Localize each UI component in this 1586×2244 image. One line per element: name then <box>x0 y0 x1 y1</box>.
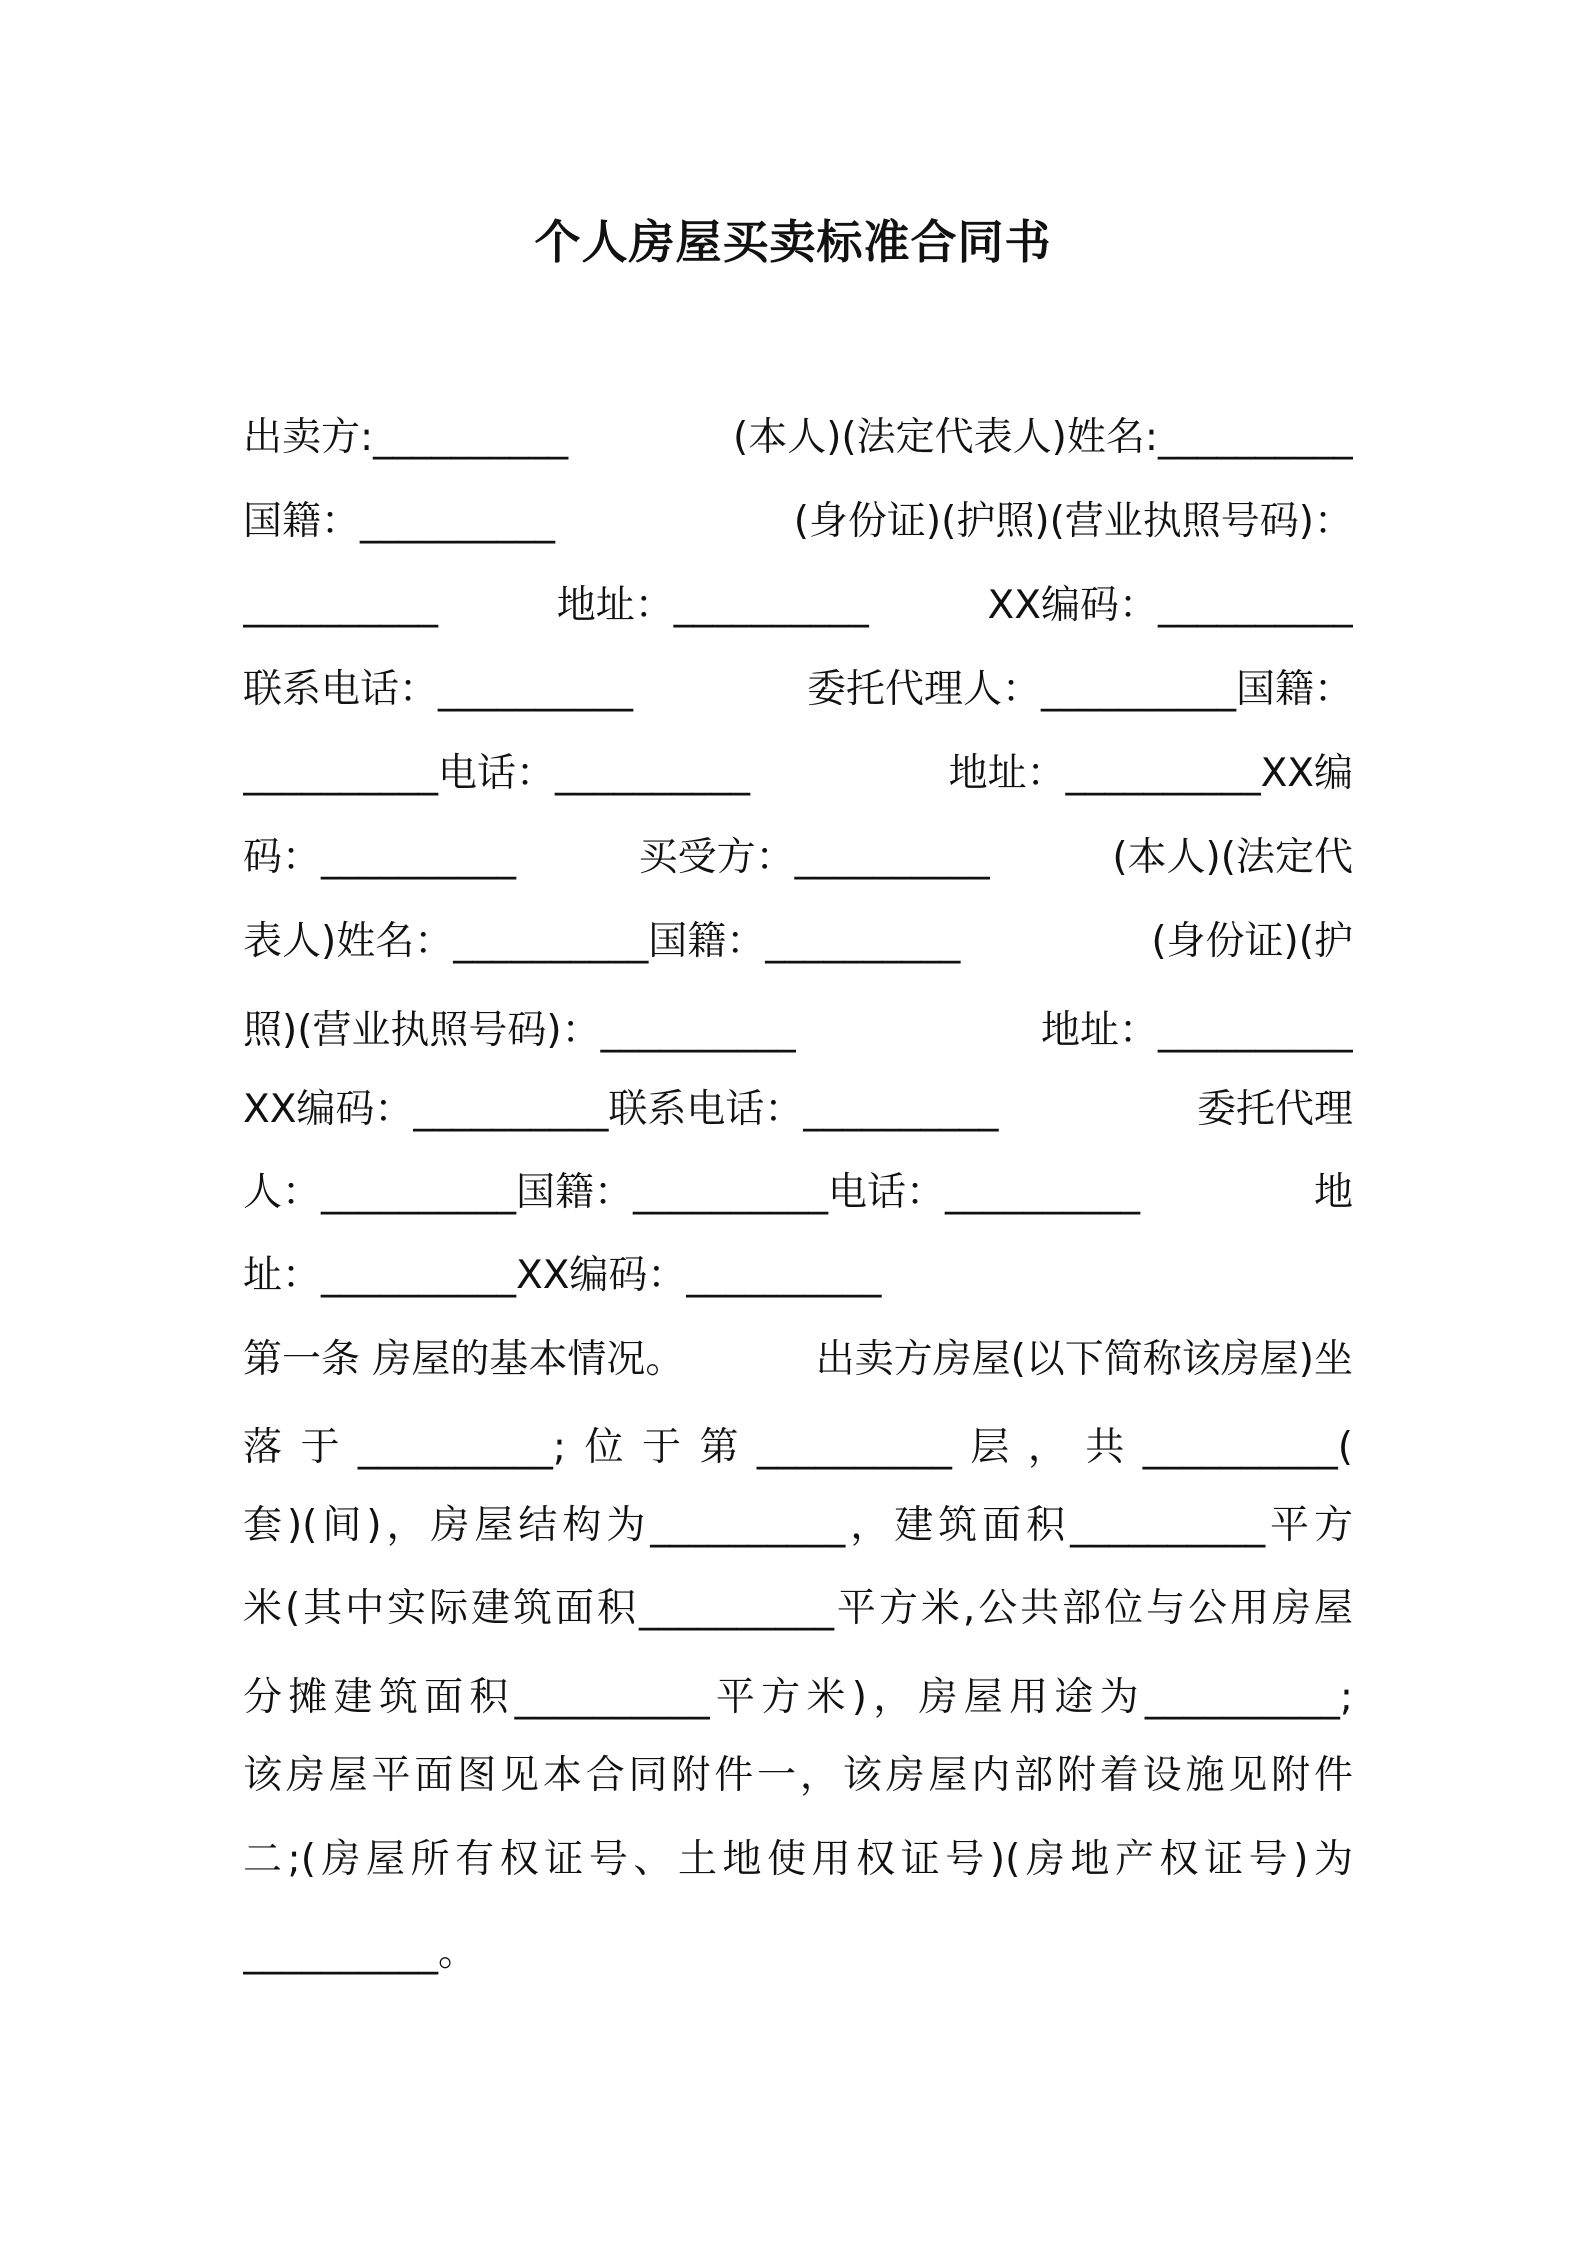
document-title: 个人房屋买卖标准合同书 <box>534 215 1052 269</box>
buyer-agent-address-line <box>243 1246 1353 1306</box>
buyer-line <box>243 828 1353 888</box>
buyer-id-line <box>243 1001 1353 1061</box>
house-structure: 套)(间)，房屋结构为__________，建筑面积__________平方 <box>243 1503 1353 1548</box>
house-location: 落于__________;位于第__________层，共__________( <box>243 1425 1353 1470</box>
seller-nationality: 国籍：__________ <box>243 499 556 544</box>
buyer-id-label: (身份证)(护 <box>1151 919 1353 964</box>
seller-agent-address: 地址：__________XX编 <box>948 751 1353 796</box>
article-one-text-start: 出卖方房屋(以下简称该房屋)坐 <box>815 1337 1353 1382</box>
seller-id-blank: __________ <box>243 583 438 628</box>
buyer-name-nationality: 表人)姓名：__________国籍：__________ <box>243 919 961 964</box>
buyer-representative-label: (本人)(法定代 <box>1112 835 1353 880</box>
house-area: 米(其中实际建筑面积__________平方米,公共部位与公用房屋 <box>243 1586 1353 1631</box>
seller-agent-postcode: 码：__________ <box>243 835 517 880</box>
buyer-agent-address: 址：__________XX编码：__________ <box>243 1253 882 1298</box>
seller-id-label: (身份证)(护照)(营业执照号码)： <box>793 499 1353 544</box>
house-use: 分摊建筑面积__________平方米)，房屋用途为__________; <box>243 1675 1353 1720</box>
seller-phone-line <box>243 660 1353 720</box>
article-one-heading: 第一条 房屋的基本情况。 <box>243 1337 685 1382</box>
seller-agent: 委托代理人：__________国籍： <box>806 667 1353 712</box>
seller-agent-phone-line <box>243 744 1353 804</box>
seller-nationality-line <box>243 492 1353 552</box>
house-area-line <box>243 1579 1353 1639</box>
buyer-id: 照)(营业执照号码)：__________ <box>243 1008 796 1053</box>
buyer-agent-details: 人：__________国籍：__________电话：__________ <box>243 1170 1141 1215</box>
house-plan: 该房屋平面图见本合同附件一，该房屋内部附着设施见附件 <box>243 1753 1353 1798</box>
house-location-line <box>243 1418 1353 1478</box>
house-use-line <box>243 1668 1353 1728</box>
buyer-agent-label: 委托代理 <box>1196 1087 1353 1132</box>
buyer-postcode-line <box>243 1080 1353 1140</box>
buyer-label: 买受方：__________ <box>638 835 990 880</box>
buyer-agent-address-start: 地 <box>1313 1170 1353 1215</box>
seller-representative-name: (本人)(法定代表人)姓名:__________ <box>732 415 1353 460</box>
seller-postcode: XX编码：__________ <box>987 583 1353 628</box>
property-certificate-line <box>243 1830 1353 1890</box>
seller-phone: 联系电话：__________ <box>243 667 634 712</box>
house-structure-line <box>243 1496 1353 1556</box>
buyer-agent-line <box>243 1163 1353 1223</box>
seller-address-line <box>243 576 1353 636</box>
seller-address: 地址：__________ <box>556 583 869 628</box>
article-one-line <box>243 1330 1353 1390</box>
seller-agent-phone: __________电话：__________ <box>243 751 751 796</box>
certificate-number: __________。 <box>243 1930 478 1975</box>
house-plan-line <box>243 1746 1353 1806</box>
certificate-number-line <box>243 1923 1353 1983</box>
seller-name-line <box>243 408 1353 468</box>
property-certificate: 二;(房屋所有权证号、土地使用权证号)(房地产权证号)为 <box>243 1837 1353 1882</box>
seller-label: 出卖方:__________ <box>243 415 569 460</box>
buyer-postcode-phone: XX编码：__________联系电话：__________ <box>243 1087 999 1132</box>
buyer-name-line <box>243 912 1353 972</box>
buyer-address: 地址：__________ <box>1040 1008 1353 1053</box>
